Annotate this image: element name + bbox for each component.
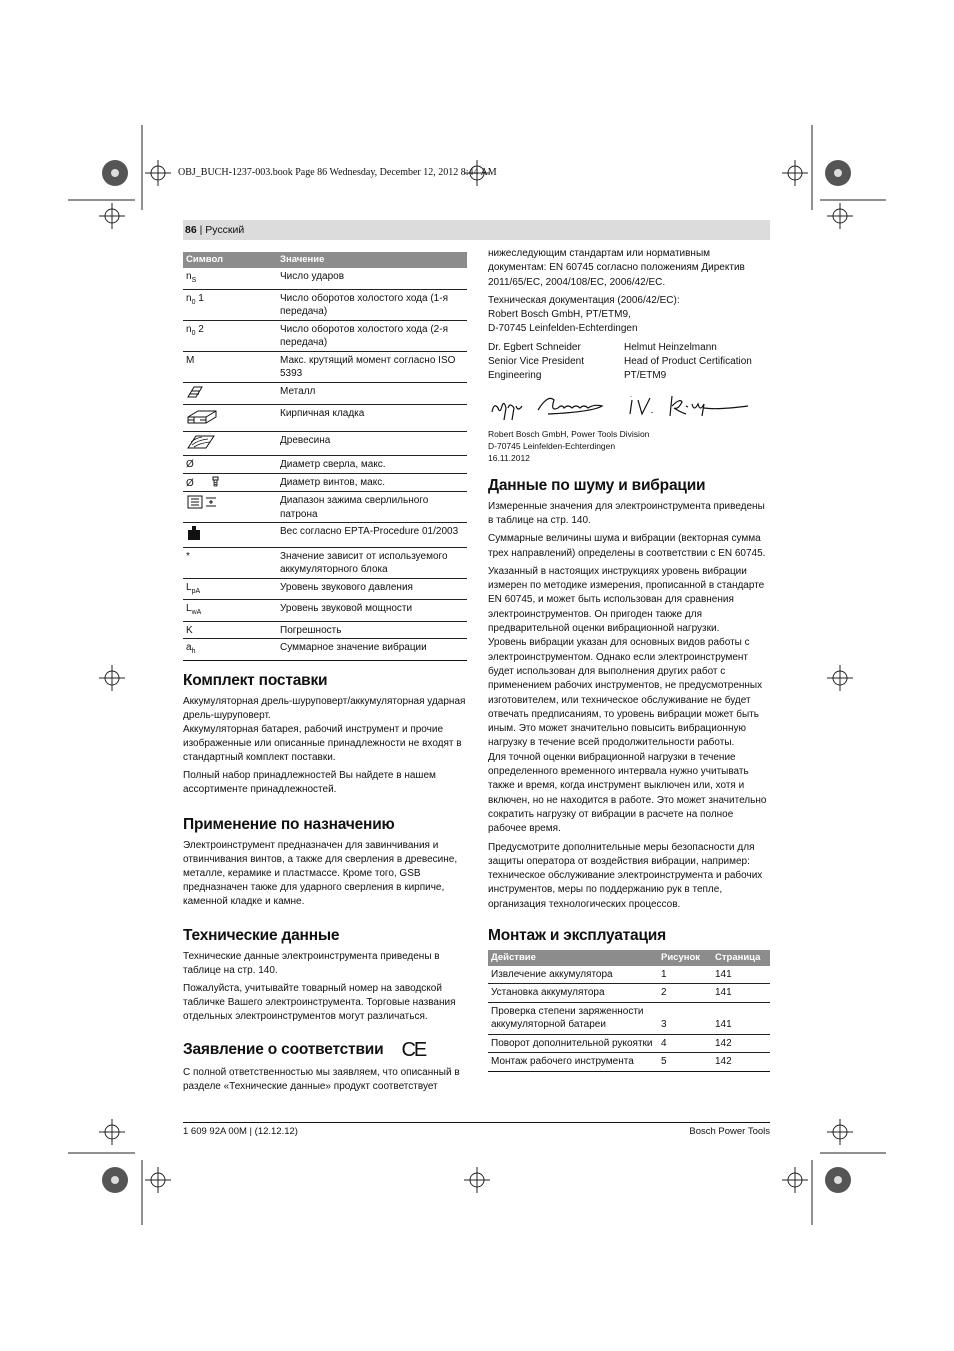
noise-p1: Измеренные значения для электроинструмента приведены в таблице на стр. 140.: [488, 500, 765, 526]
symbols-header-meaning: Значение: [277, 252, 467, 268]
table-row: Диапазон зажима сверлильного патрона: [183, 492, 467, 523]
footer-doc-number: 1 609 92A 00M | (12.12.12): [183, 1126, 298, 1137]
tech-data-p2: Пожалуйста, учитывайте товарный номер на заводской табличке Вашего электроинструмента. Торговые названия отдельных электроинструментов могут различаться.: [183, 982, 456, 1022]
signers: [488, 341, 770, 384]
page-header: 86 | Русский: [183, 220, 770, 240]
table-row: $L_{wA}$ Уровень звуковой мощности: [183, 600, 467, 622]
table-row: M Макс. крутящий момент согласно ISO 5393: [183, 351, 467, 382]
brick-icon: [186, 407, 218, 425]
table-row: $n_0$ 2 Число оборотов холостого хода (2-я передача): [183, 320, 467, 351]
table-row: $L_{pA}$ Уровень звукового давления: [183, 578, 467, 600]
chuck-icon: [186, 494, 218, 510]
left-column: [183, 252, 467, 1098]
signatures: [488, 390, 758, 426]
page-language: Русский: [205, 224, 245, 236]
table-row: Металл: [183, 382, 467, 405]
footer-rule: [183, 1122, 770, 1123]
noise-heading: Данные по шуму и вибрации: [488, 476, 706, 494]
page-number: 86: [185, 224, 197, 236]
table-row: * Значение зависит от используемого аккумуляторного блока: [183, 547, 467, 578]
assembly-header-figure: Рисунок: [658, 950, 712, 966]
table-row: Установка аккумулятора 2 141: [488, 984, 770, 1003]
symbols-header-symbol: Символ: [183, 252, 277, 268]
noise-p2: Суммарные величины шума и вибрации (векторная сумма трех направлений) определены в соответствии с EN 60745.: [488, 533, 766, 559]
wood-icon: [186, 434, 216, 450]
noise-p3: Указанный в настоящих инструкциях уровень вибрации измерен по методике измерения, прописанной в стандарте EN 60745, и может быть использован для сравнения электроинструментов. Он пригоден также для предварительной оценки вибрационной нагрузки.: [488, 565, 765, 635]
table-row: Проверка степени заряженности аккумуляторной батареи 3 141: [488, 1002, 770, 1034]
signer2-dept: PT/ETM9: [624, 370, 667, 382]
signer1-title: Senior Vice President: [488, 356, 584, 368]
signer2-name: Helmut Heinzelmann: [624, 341, 717, 353]
table-row: K Погрешность: [183, 621, 467, 639]
table-row: Древесина: [183, 431, 467, 456]
table-row: Поворот дополнительной рукоятки 4 142: [488, 1034, 770, 1053]
delivery-heading: Комплект поставки: [183, 671, 328, 689]
table-row: $n_S$ Число ударов: [183, 268, 467, 289]
assembly-table: [488, 950, 770, 1072]
noise-p5: Для точной оценки вибрационной нагрузки в течение определенного временного интервала нужно учитывать также и время, когда инструмент выключен или, хотя и включен, но не находится в работе. Это может значительно сократить нагрузку от вибрации в расчете на полное рабочее время.: [488, 751, 767, 835]
screw-icon: [197, 476, 223, 488]
intended-use-p1: Электроинструмент предназначен для завинчивания и отвинчивания винтов, а также для сверления в древесине, металле, керамике и пластмассе. Кроме того, GSB предназначен также для ударного сверления в кирпиче, каменной кладке и камне.: [183, 839, 458, 907]
right-column: [488, 247, 770, 1072]
assembly-heading: Монтаж и эксплуатация: [488, 926, 666, 944]
signer1-name: Dr. Egbert Schneider: [488, 341, 581, 353]
tech-doc-address-2: D-70745 Leinfelden-Echterdingen: [488, 323, 638, 335]
signer2-title: Head of Product Certification: [624, 356, 752, 368]
noise-p6: Предусмотрите дополнительные меры безопасности для защиты оператора от воздействия вибрации, например: техническое обслуживание электроинструмента и рабочих инструментов, меры по поддержанию рук в тепле, организация технологических процессов.: [488, 841, 763, 910]
table-row: Вес согласно EPTA-Procedure 01/2003: [183, 523, 467, 548]
tech-data-heading: Технические данные: [183, 926, 340, 944]
tech-doc-label: Техническая документация (2006/42/EC):: [488, 294, 680, 306]
table-row: Извлечение аккумулятора 1 141: [488, 966, 770, 984]
assembly-header-page: Страница: [712, 950, 770, 966]
table-row: $n_0$ 1 Число оборотов холостого хода (1-я передача): [183, 289, 467, 320]
noise-p4: Уровень вибрации указан для основных видов работы с электроинструментом. Однако если электроинструмент будет использован для выполнения других работ с применением рабочих инструментов, не предусмотренных изготовителем, или техническое обслуживание не будет отвечать предписаниям, то уровень вибрации может быть иным. Это может значительно повысить вибрационную нагрузку в течение всей продолжительности работы.: [488, 637, 763, 749]
table-row: Ø Диаметр винтов, макс.: [183, 473, 467, 492]
table-row: Монтаж рабочего инструмента 5 142: [488, 1053, 770, 1072]
declaration-date: 16.11.2012: [488, 452, 530, 463]
conformity-p1: С полной ответственностью мы заявляем, что описанный в разделе «Технические данные» продукт соответствует: [183, 1066, 460, 1092]
intended-use-heading: Применение по назначению: [183, 815, 395, 833]
assembly-header-action: Действие: [488, 950, 658, 966]
table-row: Кирпичная кладка: [183, 405, 467, 432]
signer1-dept: Engineering: [488, 370, 542, 382]
conformity-heading: Заявление о соответствии CE: [183, 1038, 426, 1061]
table-row: $a_h$ Суммарное значение вибрации: [183, 639, 467, 661]
print-info: OBJ_BUCH-1237-003.book Page 86 Wednesday, December 12, 2012 8:44 AM: [178, 167, 497, 178]
ce-mark: CE: [401, 1038, 426, 1061]
tech-data-p1: Технические данные электроинструмента приведены в таблице на стр. 140.: [183, 950, 440, 976]
tech-doc-address-1: Robert Bosch GmbH, PT/ETM9,: [488, 309, 631, 321]
delivery-p3: Полный набор принадлежностей Вы найдете в нашем ассортименте принадлежностей.: [183, 769, 436, 795]
weight-icon: [186, 525, 202, 541]
footer-brand: Bosch Power Tools: [689, 1126, 770, 1137]
table-row: Ø Диаметр сверла, макс.: [183, 456, 467, 474]
delivery-p2: Аккумуляторная батарея, рабочий инструмент и прочие изображенные или описанные принадлежности не входят в стандартный комплект поставки.: [183, 723, 462, 763]
company-line-2: D-70745 Leinfelden-Echterdingen: [488, 440, 616, 451]
conformity-continued: нижеследующим стандартам или нормативным документам: EN 60745 согласно положениям Директив 2011/65/EC, 2004/108/EC, 2006/42/EC.: [488, 248, 745, 288]
delivery-p1: Аккумуляторная дрель-шуруповерт/аккумуляторная ударная дрель-шуруповерт.: [183, 695, 466, 721]
company-line-1: Robert Bosch GmbH, Power Tools Division: [488, 428, 650, 439]
symbols-table: [183, 252, 467, 661]
metal-icon: [186, 385, 204, 399]
